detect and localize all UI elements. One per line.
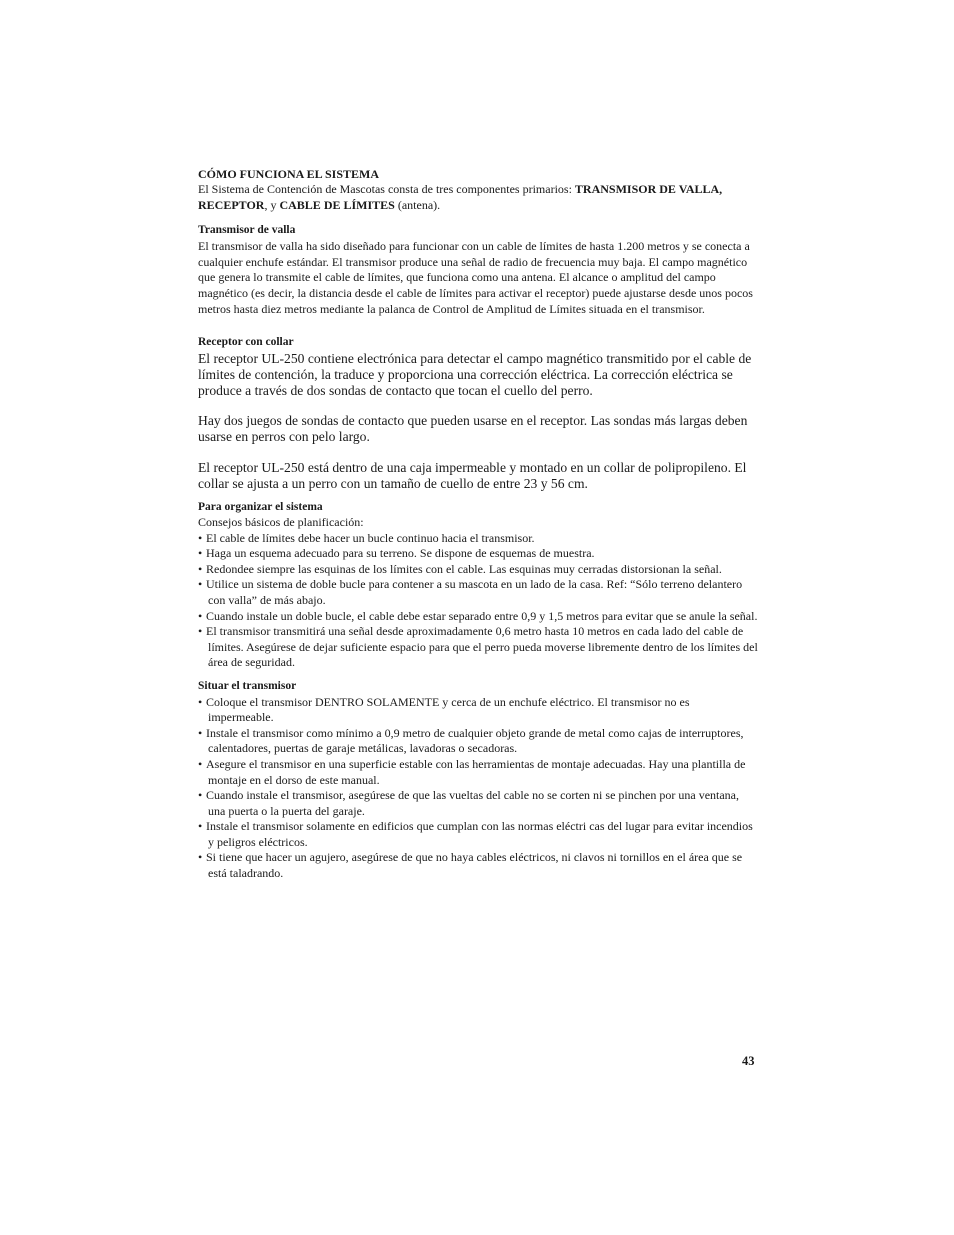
transmisor-paragraph: El transmisor de valla ha sido diseñado para funcionar con un cable de límites de hasta 1.200 metros y se conecta a cualquier enchufe estándar. El transmisor produce una señal de radio de frecuencia muy baja. El campo magnético que genera lo transmite el cable de límites, que funciona como una antena. El alcance o amplitud del campo magnético (es decir, la distancia desde el cable de límites para activar el receptor) puede ajustarse desde unos pocos metros hasta diez metros mediante la palanca de Control de Amplitud de Límites situada en el transmisor. [198,238,753,316]
subheading-situar: Situar el transmisor [198,680,297,693]
manual-page [198,166,758,882]
receptor-paragraph-1: El receptor UL-250 contiene electrónica para detectar el campo magnético transmitido por el cable de límites de contención, la traduce y proporciona una corrección eléctrica. La corrección eléctrica se produce a través de dos sondas de contacto que tocan el cuello del perro. [198,350,752,398]
organizar-list [198,531,758,671]
intro-suffix: (antena). [394,197,441,212]
intro-term-cable: CABLE DE LÍMITES [279,197,395,212]
list-item: • Utilice un sistema de doble bucle para contener a su mascota en un lado de la casa. Ref: “Sólo terreno delantero con valla” de más abajo. [198,577,758,608]
system-intro [198,182,758,213]
situar-list [198,695,758,882]
list-item: • Instale el transmisor solamente en edificios que cumplan con las normas eléctri cas del lugar para evitar incendios y peligros eléctricos. [198,819,758,850]
page-number: 43 [742,1054,755,1068]
list-item: • Si tiene que hacer un agujero, asegúrese de que no haya cables eléctricos, ni clavos ni tornillos en el área que se está taladrando. [198,850,758,881]
receptor-paragraph-3: El receptor UL-250 está dentro de una caja impermeable y montado en un collar de polipropileno. El collar se ajusta a un perro con un tamaño de cuello de entre 23 y 56 cm. [198,459,747,491]
subheading-receptor: Receptor con collar [198,336,294,349]
receptor-paragraph-2: Hay dos juegos de sondas de contacto que pueden usarse en el receptor. Las sondas más largas deben usarse en perros con pelo largo. [198,413,748,445]
list-item: • Cuando instale el transmisor, asegúrese de que las vueltas del cable no se corten ni se pinchen por una ventana, una puerta o la puerta del garaje. [198,788,758,819]
list-item: • Haga un esquema adecuado para su terreno. Se dispone de esquemas de muestra. [198,546,758,562]
list-item: • El transmisor transmitirá una señal desde aproximadamente 0,6 metro hasta 10 metros en cada lado del cable de límites. Asegúrese de dejar suficiente espacio para que el perro pueda moverse libremente dentro de los límites del área de seguridad. [198,624,758,671]
intro-term-transmisor-receptor: TRANSMISOR DE VALLA, RECEPTOR [198,182,723,212]
list-item: • Redondee siempre las esquinas de los límites con el cable. Las esquinas muy cerradas distorsionan la señal. [198,562,758,578]
section-heading-como-funciona: CÓMO FUNCIONA EL SISTEMA [198,167,380,181]
intro-text: El Sistema de Contención de Mascotas consta de tres componentes primarios: [198,182,575,196]
intro-separator: , y [264,197,280,212]
organizar-intro: Consejos básicos de planificación: [198,515,364,529]
subheading-organizar: Para organizar el sistema [198,500,323,513]
list-item: • Coloque el transmisor DENTRO SOLAMENTE y cerca de un enchufe eléctrico. El transmisor no es impermeable. [198,695,758,726]
list-item: • Asegure el transmisor en una superficie estable con las herramientas de montaje adecuadas. Hay una plantilla de montaje en el dorso de este manual. [198,757,758,788]
list-item: • El cable de límites debe hacer un bucle continuo hacia el transmisor. [198,531,758,547]
subheading-transmisor: Transmisor de valla [198,224,296,237]
list-item: • Instale el transmisor como mínimo a 0,9 metro de cualquier objeto grande de metal como cajas de interruptores, calentadores, puertas de garaje metálicas, lavadoras o secadoras. [198,726,758,757]
list-item: • Cuando instale un doble bucle, el cable debe estar separado entre 0,9 y 1,5 metros para evitar que se anule la señal. [198,609,758,625]
